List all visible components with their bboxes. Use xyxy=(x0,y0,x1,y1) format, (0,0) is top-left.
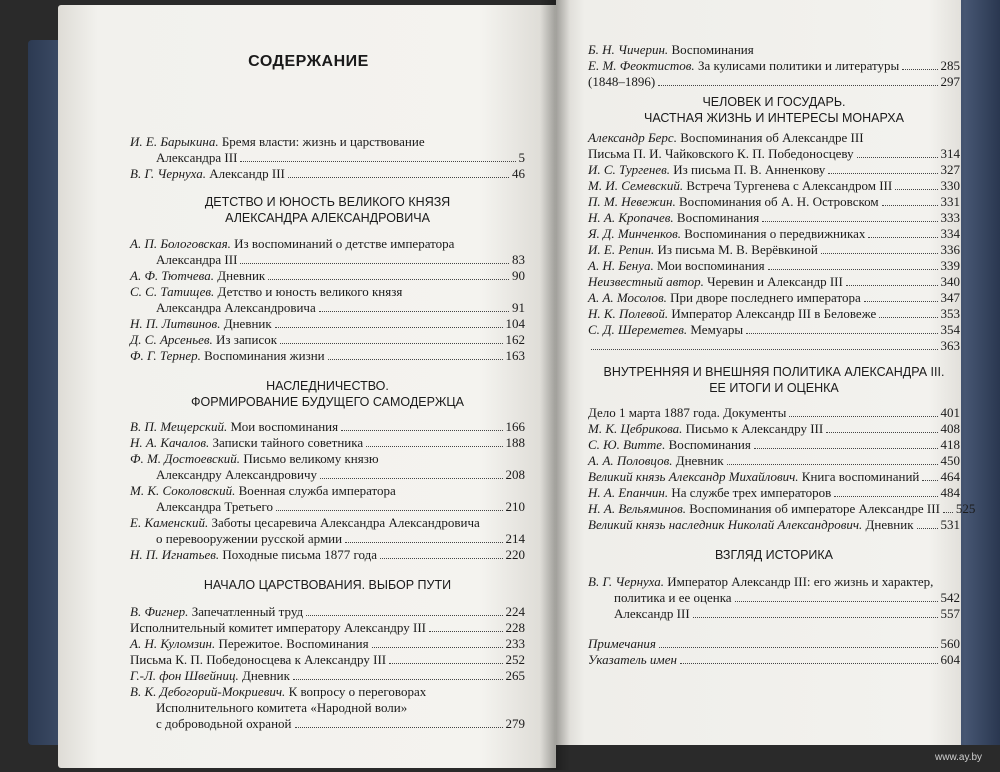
page-number: 339 xyxy=(940,258,960,273)
toc-entry-title: Воспоминания xyxy=(668,437,751,452)
toc-author: А. Н. Куломзин. xyxy=(130,636,216,651)
toc-entry[interactable] xyxy=(130,166,525,182)
toc-entry[interactable] xyxy=(588,274,960,290)
dot-leader xyxy=(306,615,502,616)
toc-author: Б. Н. Чичерин. xyxy=(588,42,669,57)
page-number: 340 xyxy=(940,274,960,289)
toc-entry-title: политика и ее оценка xyxy=(614,590,732,605)
toc-block xyxy=(588,636,960,668)
toc-entry-title: с доброводьной охраной xyxy=(156,716,292,731)
toc-author: П. М. Невежин. xyxy=(588,194,676,209)
dot-leader xyxy=(789,416,937,417)
toc-author: Н. А. Епанчин. xyxy=(588,485,669,500)
toc-entry-title: Из записок xyxy=(216,332,278,347)
dot-leader xyxy=(276,510,502,511)
toc-author: В. Фигнер. xyxy=(130,604,189,619)
page-number: 484 xyxy=(940,485,960,500)
toc-entry-title: Воспоминания о передвижниках xyxy=(684,226,866,241)
toc-entry-title: Мемуары xyxy=(690,322,744,337)
page-number: 91 xyxy=(512,300,525,315)
toc-author: А. А. Мосолов. xyxy=(588,290,667,305)
toc-entry[interactable] xyxy=(130,547,525,563)
toc-entry-title: Из воспоминаний о детстве императора xyxy=(234,236,455,251)
dot-leader xyxy=(328,359,503,360)
toc-entry[interactable] xyxy=(588,421,960,437)
toc-entry-title: Письмо великому князю xyxy=(243,451,379,466)
toc-author: Д. С. Арсеньев. xyxy=(130,332,213,347)
dot-leader xyxy=(268,279,509,280)
toc-entry-title: Заботы цесаревича Александра Александровича xyxy=(211,515,480,530)
page-number: 228 xyxy=(505,620,525,635)
toc-block xyxy=(588,405,976,533)
toc-author: М. К. Соколовский. xyxy=(130,483,236,498)
toc-entry-title: Пережитое. Воспоминания xyxy=(218,636,369,651)
toc-entry-title: Походные письма 1877 года xyxy=(222,547,377,562)
dot-leader xyxy=(693,617,938,618)
dot-leader xyxy=(821,253,938,254)
toc-entry[interactable] xyxy=(588,242,960,258)
page-number: 330 xyxy=(940,178,960,193)
dot-leader xyxy=(826,432,937,433)
toc-entry[interactable] xyxy=(588,501,976,517)
toc-entry[interactable] xyxy=(130,348,525,364)
toc-entry-title: Из письма М. В. Верёвкиной xyxy=(657,242,818,257)
page-number: 233 xyxy=(505,636,525,651)
toc-entry-title: (1848–1896) xyxy=(588,74,656,89)
toc-entry-title: Воспоминания об А. Н. Островском xyxy=(679,194,879,209)
toc-entry-title: Александр III xyxy=(209,166,285,181)
section-heading xyxy=(588,364,960,396)
toc-entry-title: Мои воспоминания xyxy=(657,258,765,273)
page-number: 336 xyxy=(940,242,960,257)
toc-block xyxy=(130,236,525,364)
dot-leader xyxy=(429,631,503,632)
toc-author: Е. М. Феоктистов. xyxy=(588,58,695,73)
toc-entry-title: Дневник xyxy=(865,517,914,532)
toc-entry[interactable] xyxy=(588,226,960,242)
toc-entry[interactable] xyxy=(130,604,525,620)
toc-author: Н. К. Полевой. xyxy=(588,306,669,321)
toc-entry-title: Александра Александровича xyxy=(156,300,316,315)
page-number: 401 xyxy=(940,405,960,420)
dot-leader xyxy=(746,333,937,334)
toc-entry[interactable] xyxy=(130,419,525,435)
toc-entry-title: Встреча Тургенева с Александром III xyxy=(686,178,893,193)
toc-block xyxy=(588,574,960,622)
page-number: 83 xyxy=(512,252,525,267)
toc-entry-title: Исполнительного комитета «Народной воли» xyxy=(156,700,408,715)
toc-entry[interactable] xyxy=(588,322,960,338)
toc-author: Н. А. Качалов. xyxy=(130,435,210,450)
toc-author: А. Ф. Тютчева. xyxy=(130,268,214,283)
toc-entry-title: Воспоминания жизни xyxy=(204,348,325,363)
toc-entry[interactable] xyxy=(588,58,960,74)
toc-entry[interactable] xyxy=(130,652,525,668)
toc-entry[interactable] xyxy=(588,469,960,485)
page-number: 162 xyxy=(505,332,525,347)
section-heading-line: НАСЛЕДНИЧЕСТВО. xyxy=(266,379,389,393)
dot-leader xyxy=(864,301,938,302)
toc-author: С. Д. Шереметев. xyxy=(588,322,688,337)
section-heading xyxy=(130,378,525,410)
toc-entry[interactable] xyxy=(130,284,525,316)
toc-entry-title: Письма К. П. Победоносцева к Александру III xyxy=(130,652,387,667)
page-number: 220 xyxy=(505,547,525,562)
section-heading-line: НАЧАЛО ЦАРСТВОВАНИЯ. ВЫБОР ПУТИ xyxy=(203,578,452,592)
section-heading-line: ФОРМИРОВАНИЕ БУДУЩЕГО САМОДЕРЖЦА xyxy=(191,395,464,409)
toc-entry-title: Письма П. И. Чайковского К. П. Победоносцеву xyxy=(588,146,854,161)
toc-entry[interactable] xyxy=(588,517,960,533)
section-heading-line: АЛЕКСАНДРА АЛЕКСАНДРОВИЧА xyxy=(225,211,430,225)
toc-author: Великий князь Александр Михайлович. xyxy=(588,469,799,484)
toc-entry-title: Письмо к Александру III xyxy=(685,421,824,436)
page-number: 363 xyxy=(940,338,960,353)
toc-entry-title: Детство и юность великого князя xyxy=(217,284,403,299)
toc-entry[interactable] xyxy=(588,437,960,453)
page-number: 166 xyxy=(505,419,525,434)
toc-author: Г.-Л. фон Швейниц. xyxy=(130,668,239,683)
toc-entry[interactable] xyxy=(588,162,960,178)
dot-leader xyxy=(857,157,938,158)
toc-entry[interactable] xyxy=(588,146,960,162)
toc-entry-title: Воспоминания об Александре III xyxy=(680,130,864,145)
page-number: 347 xyxy=(940,290,960,305)
toc-author: Александр Берс. xyxy=(588,130,677,145)
dot-leader xyxy=(366,446,502,447)
page-number: 354 xyxy=(940,322,960,337)
toc-author: М. И. Семевский. xyxy=(588,178,684,193)
toc-entry-title: Император Александр III в Беловеже xyxy=(671,306,877,321)
section-heading-line: ЧАСТНАЯ ЖИЗНЬ И ИНТЕРЕСЫ МОНАРХА xyxy=(644,111,904,125)
toc-entry-title: Воспоминания об императоре Александре III xyxy=(689,501,940,516)
page-number: 214 xyxy=(505,531,525,546)
toc-entry[interactable] xyxy=(588,130,960,146)
toc-author: Н. А. Вельяминов. xyxy=(588,501,686,516)
dot-leader xyxy=(846,285,938,286)
page-number: 531 xyxy=(940,517,960,532)
page-number: 353 xyxy=(940,306,960,321)
dot-leader xyxy=(389,663,502,664)
toc-author: А. П. Бологовская. xyxy=(130,236,231,251)
toc-entry-title: Александра III xyxy=(156,150,238,165)
toc-block xyxy=(130,134,525,182)
page-number: 408 xyxy=(940,421,960,436)
toc-entry-title: Черевин и Александр III xyxy=(707,274,843,289)
toc-entry[interactable] xyxy=(588,485,960,501)
section-heading xyxy=(588,547,960,563)
page-number: 464 xyxy=(940,469,960,484)
page-number: 188 xyxy=(505,435,525,450)
page-number: 604 xyxy=(940,652,960,667)
toc-entry[interactable] xyxy=(130,332,525,348)
toc-entry-title: Запечатленный труд xyxy=(191,604,304,619)
toc-entry[interactable] xyxy=(130,451,525,483)
dot-leader xyxy=(895,189,937,190)
dot-leader xyxy=(341,430,502,431)
toc-author: Ф. М. Достоевский. xyxy=(130,451,241,466)
toc-author: И. Е. Барыкина. xyxy=(130,134,219,149)
page-number: 333 xyxy=(940,210,960,225)
toc-entry[interactable] xyxy=(130,684,525,732)
toc-author: Е. Каменский. xyxy=(130,515,209,530)
toc-entry[interactable] xyxy=(130,268,525,284)
toc-entry-title: Дневник xyxy=(223,316,272,331)
dot-leader xyxy=(680,663,938,664)
page-number: 210 xyxy=(505,499,525,514)
page-number: 285 xyxy=(940,58,960,73)
page-number: 208 xyxy=(505,467,525,482)
section-heading xyxy=(130,194,525,226)
dot-leader xyxy=(295,727,503,728)
toc-author: В. Г. Чернуха. xyxy=(130,166,206,181)
toc-entry-title: На службе трех императоров xyxy=(671,485,832,500)
toc-block xyxy=(588,42,960,90)
dot-leader xyxy=(828,173,937,174)
toc-entry[interactable] xyxy=(130,435,525,451)
toc-author: Ф. Г. Тернер. xyxy=(130,348,201,363)
dot-leader xyxy=(735,601,938,602)
dot-leader xyxy=(319,311,509,312)
toc-entry[interactable] xyxy=(588,636,960,652)
page-number: 265 xyxy=(505,668,525,683)
toc-author: Указатель имен xyxy=(588,652,677,667)
toc-entry[interactable] xyxy=(588,606,960,622)
toc-author: Великий князь наследник Николай Александрович. xyxy=(588,517,863,532)
toc-author: В. К. Дебогорий-Мокриевич. xyxy=(130,684,286,699)
dot-leader xyxy=(658,85,937,86)
toc-entry-title: Дело 1 марта 1887 года. Документы xyxy=(588,405,787,420)
section-heading-line: ЕЕ ИТОГИ И ОЦЕНКА xyxy=(709,381,839,395)
toc-author: В. П. Мещерский. xyxy=(130,419,228,434)
toc-entry[interactable] xyxy=(588,178,960,194)
toc-entry-title: Записки тайного советника xyxy=(212,435,364,450)
page-number: 450 xyxy=(940,453,960,468)
dot-leader xyxy=(372,647,503,648)
toc-block xyxy=(130,604,525,732)
dot-leader xyxy=(293,679,503,680)
page-number: 418 xyxy=(940,437,960,452)
toc-entry[interactable] xyxy=(130,236,525,268)
toc-entry-title: Александра Третьего xyxy=(156,499,274,514)
page-number: 331 xyxy=(940,194,960,209)
page-number: 104 xyxy=(505,316,525,331)
toc-entry-title: За кулисами политики и литературы xyxy=(697,58,900,73)
page-number: 327 xyxy=(940,162,960,177)
dot-leader xyxy=(762,221,937,222)
dot-leader xyxy=(659,647,938,648)
dot-leader xyxy=(591,349,938,350)
toc-entry[interactable] xyxy=(130,668,525,684)
left-toc xyxy=(130,54,525,732)
toc-title: СОДЕРЖАНИЕ xyxy=(248,53,369,70)
section-heading xyxy=(130,577,525,593)
toc-entry-title: Книга воспоминаний xyxy=(801,469,920,484)
page-number: 557 xyxy=(940,606,960,621)
toc-entry[interactable] xyxy=(588,574,960,606)
dot-leader xyxy=(320,478,502,479)
page-number: 5 xyxy=(518,150,525,165)
toc-block xyxy=(130,419,525,563)
toc-entry-title: Воспоминания xyxy=(676,210,760,225)
dot-leader xyxy=(879,317,937,318)
toc-author: А. Н. Бенуа. xyxy=(588,258,654,273)
toc-author: А. А. Половцов. xyxy=(588,453,673,468)
toc-author: Я. Д. Минченков. xyxy=(588,226,681,241)
watermark: www.ay.by xyxy=(935,752,983,763)
toc-author: Н. А. Кропачев. xyxy=(588,210,674,225)
dot-leader xyxy=(768,269,938,270)
right-toc xyxy=(588,42,976,668)
dot-leader xyxy=(240,161,515,162)
toc-author: Н. П. Литвинов. xyxy=(130,316,221,331)
dot-leader xyxy=(280,343,502,344)
toc-entry[interactable] xyxy=(588,210,960,226)
page-number: 334 xyxy=(940,226,960,241)
page-number: 90 xyxy=(512,268,525,283)
toc-author: С. С. Татищев. xyxy=(130,284,215,299)
page-number: 252 xyxy=(505,652,525,667)
page-number: 46 xyxy=(512,166,525,181)
toc-entry-title: Александру Александровичу xyxy=(156,467,318,482)
toc-entry[interactable] xyxy=(588,42,960,58)
toc-entry-title: Александра III xyxy=(156,252,238,267)
dot-leader xyxy=(345,542,502,543)
toc-entry[interactable] xyxy=(130,636,525,652)
page-number: 542 xyxy=(940,590,960,605)
toc-entry[interactable] xyxy=(588,306,960,322)
toc-entry-title: Бремя власти: жизнь и царствование xyxy=(221,134,425,149)
toc-entry[interactable] xyxy=(588,194,960,210)
toc-block xyxy=(588,130,960,354)
toc-entry-title: К вопросу о переговорах xyxy=(288,684,427,699)
dot-leader xyxy=(922,480,937,481)
dot-leader xyxy=(754,448,938,449)
dot-leader xyxy=(917,528,938,529)
toc-entry-title: Дневник xyxy=(241,668,290,683)
toc-entry-title: о перевооружении русской армии xyxy=(156,531,343,546)
page-number: 279 xyxy=(505,716,525,731)
page-number: 525 xyxy=(955,501,976,516)
toc-author: Неизвестный автор. xyxy=(588,274,704,289)
toc-entry-title: Воспоминания xyxy=(671,42,754,57)
page-number: 560 xyxy=(940,636,960,651)
toc-entry[interactable] xyxy=(588,652,960,668)
toc-author: М. К. Цебрикова. xyxy=(588,421,683,436)
toc-entry[interactable] xyxy=(588,405,960,421)
toc-entry[interactable] xyxy=(588,258,960,274)
toc-entry[interactable] xyxy=(588,74,960,90)
toc-author: Н. П. Игнатьев. xyxy=(130,547,220,562)
toc-entry-title: Дневник xyxy=(217,268,266,283)
dot-leader xyxy=(868,237,937,238)
toc-entry[interactable] xyxy=(130,483,525,515)
toc-entry[interactable] xyxy=(130,620,525,636)
toc-entry-title: Дневник xyxy=(675,453,724,468)
toc-entry-title: Мои воспоминания xyxy=(230,419,339,434)
toc-entry[interactable] xyxy=(588,453,960,469)
dot-leader xyxy=(727,464,938,465)
toc-entry-title: Из письма П. В. Анненкову xyxy=(673,162,826,177)
toc-author: И. Е. Репин. xyxy=(588,242,655,257)
page-number: 314 xyxy=(940,146,960,161)
dot-leader xyxy=(275,327,503,328)
dot-leader xyxy=(882,205,938,206)
toc-entry-title: Александр III xyxy=(614,606,690,621)
toc-entry-title: Военная служба императора xyxy=(238,483,396,498)
dot-leader xyxy=(834,496,937,497)
dot-leader xyxy=(902,69,937,70)
page-number: 163 xyxy=(505,348,525,363)
page-number: 224 xyxy=(505,604,525,619)
dot-leader xyxy=(288,177,509,178)
toc-entry[interactable] xyxy=(130,515,525,547)
toc-entry-title: Император Александр III: его жизнь и характер, xyxy=(667,574,934,589)
toc-entry[interactable] xyxy=(130,316,525,332)
dot-leader xyxy=(240,263,509,264)
section-heading-line: ВЗГЛЯД ИСТОРИКА xyxy=(714,548,834,562)
toc-author: И. С. Тургенев. xyxy=(588,162,671,177)
toc-entry[interactable] xyxy=(130,134,525,166)
section-heading-line: ЧЕЛОВЕК И ГОСУДАРЬ. xyxy=(702,95,846,109)
dot-leader xyxy=(943,512,953,513)
section-heading xyxy=(588,94,960,126)
dot-leader xyxy=(380,558,503,559)
section-heading-line: ДЕТСТВО И ЮНОСТЬ ВЕЛИКОГО КНЯЗЯ xyxy=(204,195,451,209)
section-heading-line: ВНУТРЕННЯЯ И ВНЕШНЯЯ ПОЛИТИКА АЛЕКСАНДРА III. xyxy=(603,365,945,379)
toc-entry-title: Исполнительный комитет императору Александру III xyxy=(130,620,426,635)
toc-entry[interactable] xyxy=(588,290,960,306)
toc-author: С. Ю. Витте. xyxy=(588,437,666,452)
toc-author: В. Г. Чернуха. xyxy=(588,574,664,589)
page-number: 297 xyxy=(940,74,960,89)
toc-entry-title: При дворе последнего императора xyxy=(670,290,861,305)
toc-author: Примечания xyxy=(588,636,656,651)
toc-entry[interactable] xyxy=(588,338,960,354)
